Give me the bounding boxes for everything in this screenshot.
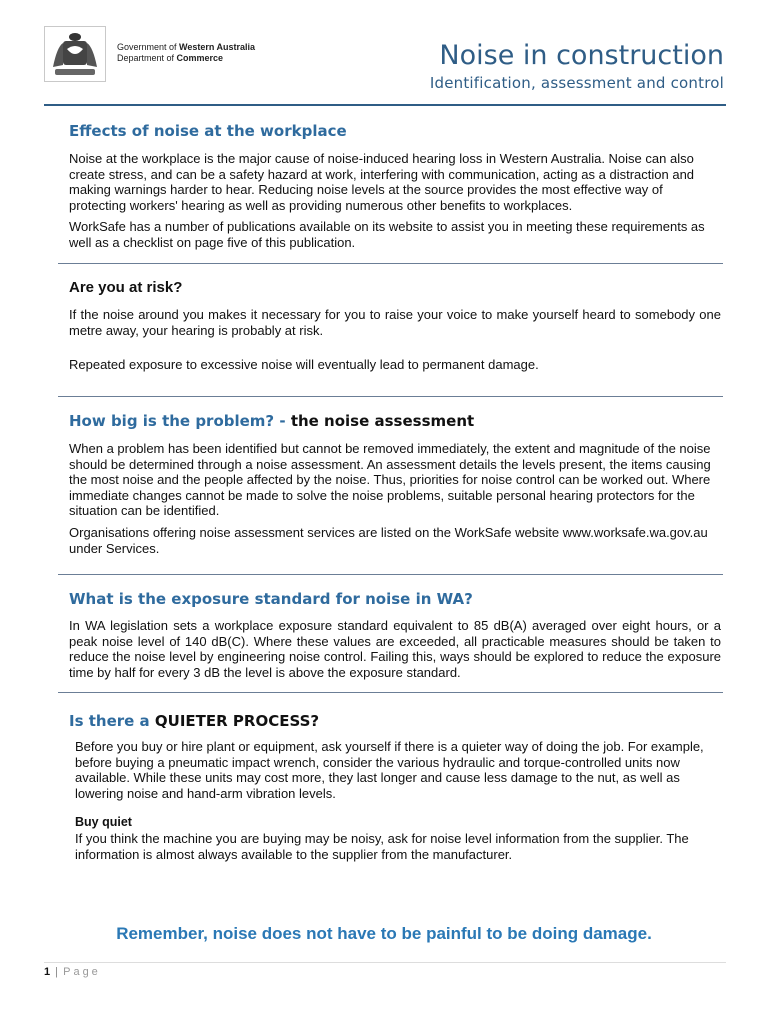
heading-quieter: Is there a QUIETER PROCESS?: [69, 712, 320, 730]
heading-risk: Are you at risk?: [69, 279, 183, 296]
section-divider: [58, 263, 723, 264]
section-divider: [58, 574, 723, 575]
problem-paragraph-2: Organisations offering noise assessment services are listed on the WorkSafe website www.worksafe.wa.gov.au under Services.: [69, 525, 708, 556]
document-subtitle: Identification, assessment and control: [429, 74, 724, 92]
footer-divider: [44, 962, 726, 963]
risk-paragraph-1: If the noise around you makes it necessary for you to raise your voice to make yourself heard to somebody one metre away, your hearing is probably at risk.: [69, 307, 721, 338]
heading-standard: What is the exposure standard for noise in WA?: [69, 590, 473, 608]
document-title: Noise in construction: [439, 40, 724, 71]
buy-quiet-paragraph: If you think the machine you are buying may be noisy, ask for noise level information from the supplier. The information is almost always available to the supplier from the manufacturer.: [75, 831, 689, 862]
section-divider: [58, 692, 723, 693]
risk-paragraph-2: Repeated exposure to excessive noise will eventually lead to permanent damage.: [69, 357, 539, 372]
section-divider: [58, 396, 723, 397]
page-footer: 1 | Page: [44, 966, 101, 978]
department-line: Department of Commerce: [117, 53, 224, 63]
header-divider: [44, 104, 726, 106]
heading-problem: How big is the problem? - the noise assessment: [69, 412, 475, 430]
buy-quiet-heading: Buy quiet: [75, 815, 132, 829]
quieter-paragraph: Before you buy or hire plant or equipment, ask yourself if there is a quieter way of doing the job. For example, before buying a pneumatic impact wrench, consider the various hydraulic and torque-controlled units now available. While these units may cost more, they last longer and cause less damage to the nut, as well as lowering noise and hand-arm vibration levels.: [75, 739, 704, 801]
government-line: Government of Western Australia: [117, 42, 256, 52]
remember-callout: Remember, noise does not have to be painful to be doing damage.: [116, 924, 652, 943]
wa-coat-of-arms-icon: [44, 26, 106, 82]
effects-paragraph-2: WorkSafe has a number of publications available on its website to assist you in meeting these requirements as well as a checklist on page five of this publication.: [69, 219, 705, 250]
effects-paragraph-1: Noise at the workplace is the major cause of noise-induced hearing loss in Western Australia. Noise can also create stress, and can be a safety hazard at work, interfering with communication, acting as a distraction and making warnings harder to hear. Reducing noise levels at the source provides the most effective way of protecting workers' hearing as well as providing numerous other benefits to workplaces.: [69, 151, 695, 213]
problem-paragraph-1: When a problem has been identified but cannot be removed immediately, the extent and magnitude of the noise should be determined through a noise assessment. An assessment details the levels present, the items causing the most noise and the people affected by the noise. Thus, priorities for noise control can be worked out. Where immediate changes cannot be made to solve the noise problems, suitable personal hearing protectors for the situation can be identified.: [69, 441, 711, 518]
standard-paragraph: In WA legislation sets a workplace exposure standard equivalent to 85 dB(A) averaged over eight hours, or a peak noise level of 140 dB(C). Where these values are exceeded, all practicable measures should be taken to reduce the noise level by engineering noise control. Failing this, ways should be explored to reduce the exposure time by half for every 3 dB the level is above the exposure standard.: [69, 618, 721, 680]
heading-effects: Effects of noise at the workplace: [69, 122, 347, 140]
